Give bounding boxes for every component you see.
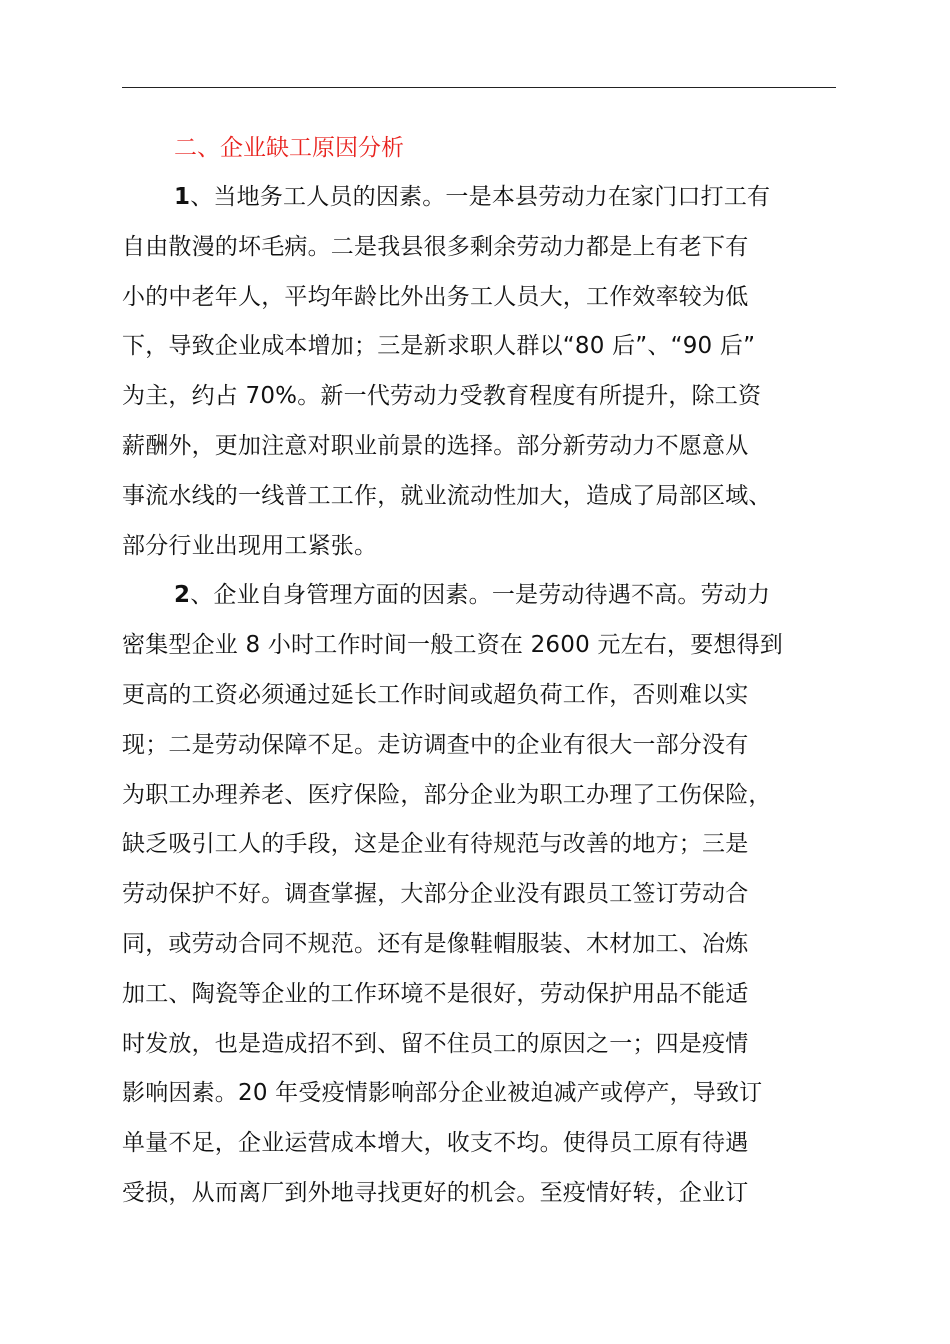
paragraph-line: 密集型企业 8 小时工作时间一般工资在 2600 元左右，要想得到 (122, 632, 784, 659)
section-heading: 二、企业缺工原因分析 (174, 135, 404, 161)
paragraph-line: 加工、陶瓷等企业的工作环境不是很好，劳动保护用品不能适 (122, 980, 749, 1007)
line-text: 、当地务工人员的因素。一是本县劳动力在家门口打工有 (190, 184, 771, 210)
paragraph-line: 更高的工资必须通过延长工作时间或超负荷工作，否则难以实 (122, 681, 749, 708)
document-body (122, 123, 862, 1219)
paragraph-line: 现；二是劳动保障不足。走访调查中的企业有很大一部分没有 (122, 731, 749, 758)
paragraph-line: 同，或劳动合同不规范。还有是像鞋帽服装、木材加工、冶炼 (122, 930, 749, 957)
header-rule (122, 87, 836, 88)
paragraph-number: 1 (174, 184, 191, 210)
paragraph-2 (122, 571, 862, 1218)
paragraph-1 (122, 173, 862, 571)
paragraph-line: 自由散漫的坏毛病。二是我县很多剩余劳动力都是上有老下有 (122, 233, 749, 260)
paragraph-line: 部分行业出现用工紧张。 (122, 532, 378, 559)
paragraph-line (122, 173, 862, 223)
paragraph-line: 为主，约占 70%。新一代劳动力受教育程度有所提升，除工资 (122, 383, 762, 410)
line-text: 、企业自身管理方面的因素。一是劳动待遇不高。劳动力 (190, 582, 771, 609)
paragraph-line: 受损，从而离厂到外地寻找更好的机会。至疫情好转，企业订 (122, 1179, 749, 1206)
paragraph-line: 事流水线的一线普工工作，就业流动性加大，造成了局部区域、 (122, 482, 772, 509)
paragraph-line: 影响因素。20 年受疫情影响部分企业被迫减产或停产，导致订 (122, 1080, 763, 1107)
paragraph-line: 下，导致企业成本增加；三是新求职人群以“80 后”、“90 后” (122, 333, 756, 360)
paragraph-line: 劳动保护不好。调查掌握，大部分企业没有跟员工签订劳动合 (122, 881, 749, 908)
paragraph-line: 时发放，也是造成招不到、留不住员工的原因之一；四是疫情 (122, 1030, 749, 1057)
paragraph-line: 单量不足，企业运营成本增大，收支不均。使得员工原有待遇 (122, 1130, 749, 1157)
paragraph-line: 薪酬外，更加注意对职业前景的选择。部分新劳动力不愿意从 (122, 432, 749, 459)
paragraph-line: 缺乏吸引工人的手段，这是企业有待规范与改善的地方；三是 (122, 831, 749, 858)
paragraph-line: 为职工办理养老、医疗保险，部分企业为职工办理了工伤保险， (122, 781, 772, 808)
paragraph-line: 小的中老年人，平均年龄比外出务工人员大，工作效率较为低 (122, 283, 749, 310)
paragraph-number: 2 (174, 582, 191, 609)
paragraph-line (122, 571, 862, 621)
